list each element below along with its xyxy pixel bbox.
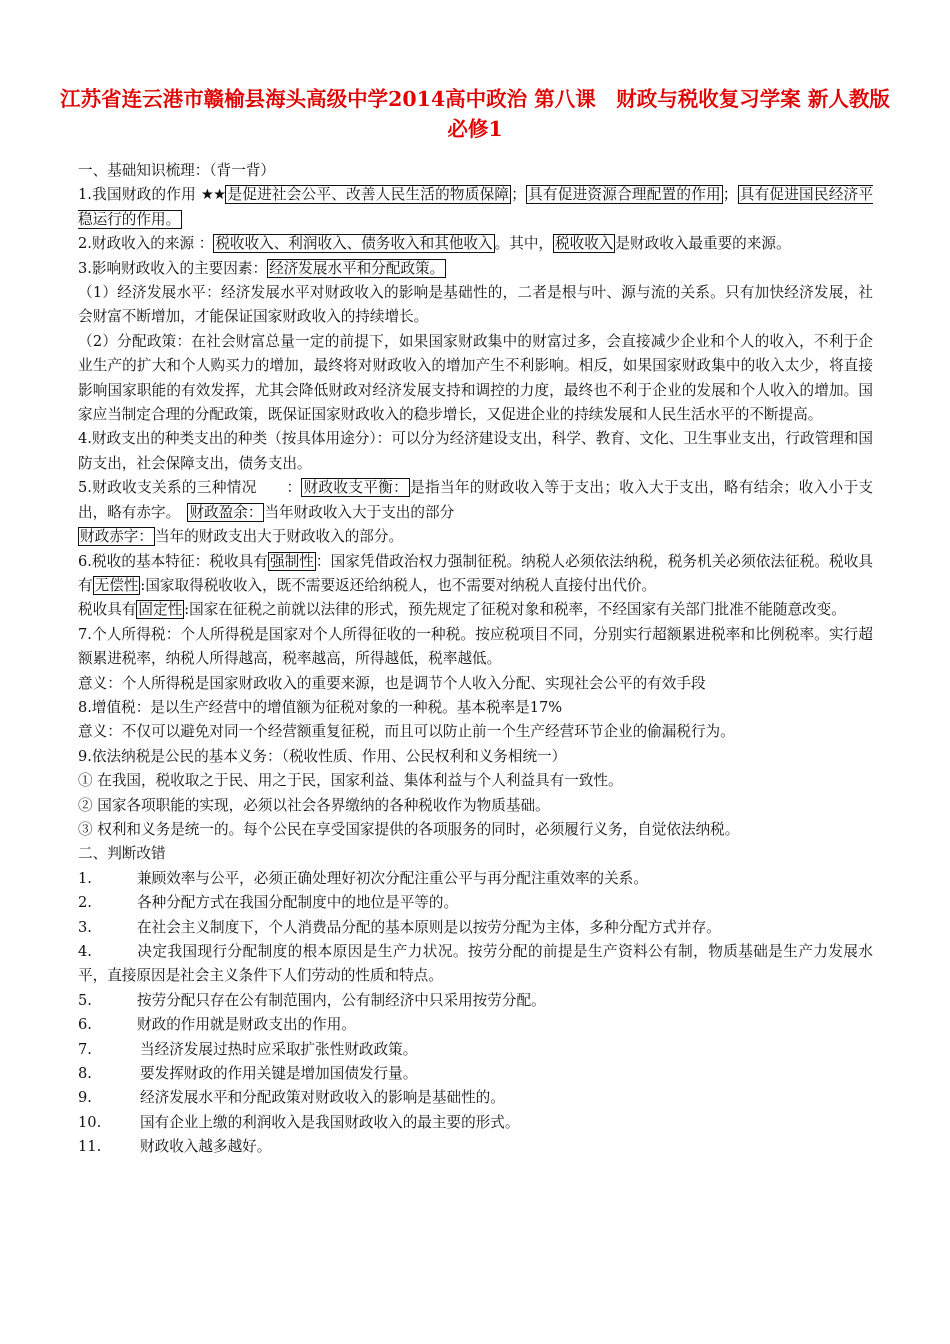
paragraph-2: 2.财政收入的来源 ： 税收收入、利润收入、债务收入和其他收入 。其中， 税收收入 是财政收入最重要的来源。 (78, 235, 791, 253)
document-body (78, 159, 873, 1160)
paragraph-9a: ① 在我国，税收取之于民、用之于民，国家利益、集体利益与个人利益具有一致性。 (78, 772, 623, 790)
list-item: 7. 当经济发展过热时应采取扩张性财政政策。 (78, 1040, 418, 1058)
paragraph-8b: 意义：不仅可以避免对同一个经营额重复征税，而且可以防止前一个生产经营环节企业的偷漏税行为。 (78, 723, 735, 741)
boxed-answer: 税收收入、利润收入、债务收入和其他收入 (215, 235, 493, 253)
paragraph-6b: 税收具有 固定性 :国家在征税之前就以法律的形式，预先规定了征税对象和税率，不经国家有关部门批准不能随意改变。 (78, 601, 846, 619)
list-item: 4. 决定我国现行分配制度的根本原因是生产力状况。按劳分配的前提是生产资料公有制，物质基础是生产力发展水平，直接原因是社会主义条件下人们劳动的性质和特点。 (78, 943, 873, 985)
list-item: 1. 兼顾效率与公平，必须正确处理好初次分配注重公平与再分配注重效率的关系。 (78, 869, 648, 887)
boxed-answer: 财政赤字： (80, 528, 153, 546)
list-item: 6. 财政的作用就是财政支出的作用。 (78, 1016, 356, 1034)
section-heading-judge: 二、判断改错 (78, 845, 166, 863)
boxed-answer: 具有促进国民经济平稳运行的作用。 (78, 186, 873, 228)
paragraph-7b: 意义：个人所得税是国家财政收入的重要来源，也是调节个人收入分配、实现社会公平的有效手段 (78, 674, 706, 692)
boxed-answer: 具有促进资源合理配置的作用 (527, 186, 721, 204)
section-heading-basics: 一、基础知识梳理：（背一背） (78, 162, 276, 179)
paragraph-7: 7.个人所得税：个人所得税是国家对个人所得征收的一种税。按应税项目不同，分别实行超额累进税率和比例税率。实行超额累进税率，纳税人所得越高，税率越高，所得越低，税率越低。 (78, 625, 873, 668)
boxed-answer: 是促进社会公平、改善人民生活的物质保障 (227, 186, 510, 204)
paragraph-3: 3.影响财政收入的主要因素： 经济发展水平和分配政策。 (78, 259, 445, 277)
boxed-answer: 无偿性 (94, 576, 139, 594)
paragraph-1: 1.我国财政的作用 ★★ 是促进社会公平、改善人民生活的物质保障 ； 具有促进资源合理配置的作用 ； 具有促进国民经济平稳运行的作用。 (78, 186, 873, 228)
list-item: 10. 国有企业上缴的利润收入是我国财政收入的最主要的形式。 (78, 1113, 520, 1131)
list-item: 9. 经济发展水平和分配政策对财政收入的影响是基础性的。 (78, 1089, 505, 1107)
list-item: 3. 在社会主义制度下，个人消费品分配的基本原则是以按劳分配为主体，多种分配方式并存。 (78, 918, 721, 936)
boxed-answer: 财政盈余： (189, 503, 263, 521)
paragraph-3-1: （1）经济发展水平：经济发展水平对财政收入的影响是基础性的，二者是根与叶、源与流的关系。只有加快经济发展，社会财富不断增加，才能保证国家财政收入的持续增长。 (78, 284, 873, 326)
paragraph-6: 6.税收的基本特征：税收具有 强制性 ：国家凭借政治权力强制征税。纳税人必须依法纳税，税务机关必须依法征税。税收具有 无偿性 :国家取得税收收入，既不需要返还给纳税人，也不需要对纳税人直接付出代价。 (78, 552, 873, 594)
paragraph-5: 5.财政收支关系的三种情况 ： 财政收支平衡： 是指当年的财政收入等于支出；收入大于支出，略有结余；收入小于支出，略有赤字。 财政盈余： 当年财政收入大于支出的部分 (78, 479, 873, 521)
list-item: 2. 各种分配方式在我国分配制度中的地位是平等的。 (78, 894, 459, 912)
boxed-answer: 经济发展水平和分配政策。 (269, 259, 445, 277)
boxed-answer: 税收收入 (555, 235, 614, 253)
paragraph-5b: 财政赤字： 当年的财政支出大于财政收入的部分。 (80, 528, 404, 546)
document-title: 江苏省连云港市赣榆县海头高级中学2014高中政治 第八课 财政与税收复习学案 新人教版必修1 (60, 87, 890, 141)
paragraph-9c: ③ 权利和义务是统一的。每个公民在享受国家提供的各项服务的同时，必须履行义务，自觉依法纳税。 (78, 820, 740, 838)
paragraph-9b: ② 国家各项职能的实现，必须以社会各界缴纳的各种税收作为物质基础。 (78, 796, 550, 814)
boxed-answer: 固定性 (138, 601, 183, 619)
star-icon: ★★ (200, 186, 226, 204)
paragraph-9: 9.依法纳税是公民的基本义务：（税收性质、作用、公民权利和义务相统一） (78, 747, 567, 765)
paragraph-4: 4.财政支出的种类支出的种类（按具体用途分）：可以分为经济建设支出，科学、教育、文化、卫生事业支出，行政管理和国防支出，社会保障支出，债务支出。 (78, 430, 873, 472)
boxed-answer: 强制性 (269, 552, 314, 570)
paragraph-3-2: （2）分配政策：在社会财富总量一定的前提下，如果国家财政集中的财富过多，会直接减少企业和个人的收入，不利于企业生产的扩大和个人购买力的增加，最终将对财政收入的增加产生不利影响。相反，如果国家财政集中的收入太少，将直接影响国家职能的有效发挥，尤其会降低财政对经济发展支持和调控的力度，最终也不利于企业的发展和个人收入的增加。国家应当制定合理的分配政策，既保证国家财政收入的稳步增长，又促进企业的持续发展和人民生活水平的不断提高。 (78, 332, 873, 424)
list-item: 5. 按劳分配只存在公有制范围内，公有制经济中只采用按劳分配。 (78, 991, 546, 1009)
list-item: 11. 财政收入越多越好。 (78, 1138, 272, 1156)
paragraph-8: 8.增值税：是以生产经营中的增值额为征税对象的一种税。基本税率是17% (78, 698, 563, 716)
boxed-answer: 财政收支平衡： (303, 479, 409, 497)
list-item: 8. 要发挥财政的作用关键是增加国债发行量。 (78, 1065, 418, 1083)
